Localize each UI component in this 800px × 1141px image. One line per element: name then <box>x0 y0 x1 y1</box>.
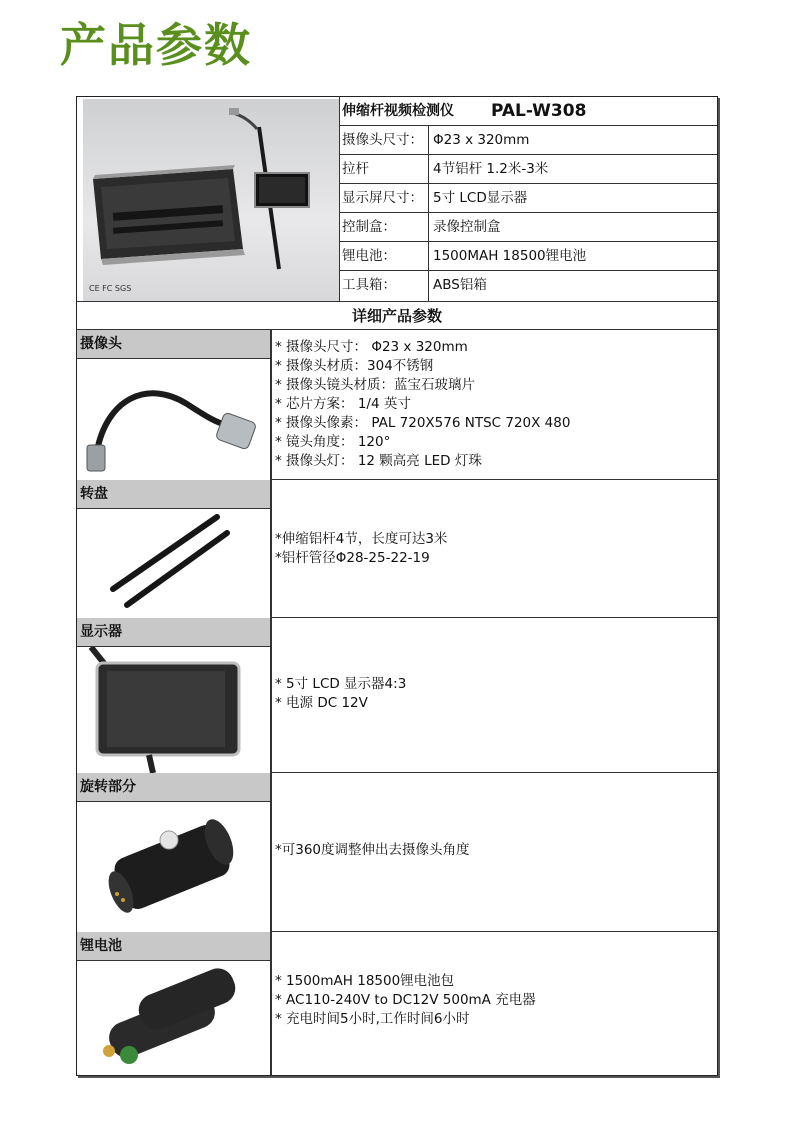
spec-line: * 摄像头像素： PAL 720X576 NTSC 720X 480 <box>275 415 571 431</box>
detail-section-camera <box>77 330 717 480</box>
spec-line: *可360度调整伸出去摄像头角度 <box>275 842 470 858</box>
spec-sheet <box>76 96 718 1076</box>
spec-value: Φ23 x 320mm <box>433 132 530 148</box>
spec-value: 4节铝杆 1.2米-3米 <box>433 161 549 177</box>
spec-line: * 摄像头材质：304不锈钢 <box>275 358 434 374</box>
spec-line: * 充电时间5小时,工作时间6小时 <box>275 1011 470 1027</box>
detail-section-display <box>77 618 717 773</box>
spec-line: * 芯片方案： 1/4 英寸 <box>275 396 411 412</box>
spec-key: 锂电池： <box>339 242 429 270</box>
detail-section-rotating <box>77 773 717 932</box>
spec-line: * 摄像头镜头材质：蓝宝石玻璃片 <box>275 377 476 393</box>
spec-row <box>339 242 717 271</box>
section-label: 转盘 <box>77 480 271 509</box>
cert-marks: CE FC SGS <box>89 284 132 293</box>
detail-section-pole <box>77 480 717 618</box>
section-label: 显示器 <box>77 618 271 647</box>
spec-key: 摄像头尺寸： <box>339 126 429 154</box>
section-label: 旋转部分 <box>77 773 271 802</box>
spec-line: *伸缩铝杆4节，长度可达3米 <box>275 531 448 547</box>
spec-line: * 5寸 LCD 显示器4:3 <box>275 676 407 692</box>
spec-row <box>339 271 717 301</box>
spec-line: *铝杆管径Φ28-25-22-19 <box>275 550 430 566</box>
section-text <box>275 675 406 713</box>
spec-line: * 摄像头尺寸： Φ23 x 320mm <box>275 339 468 355</box>
pole-photo <box>77 509 271 618</box>
spec-key: 控制盒： <box>339 213 429 241</box>
section-text <box>275 338 570 471</box>
details-heading: 详细产品参数 <box>77 301 717 330</box>
spec-line: * 摄像头灯： 12 颗高亮 LED 灯珠 <box>275 453 482 469</box>
spec-row <box>339 155 717 184</box>
spec-key: 工具箱： <box>339 271 429 301</box>
spec-value: 录像控制盒 <box>433 219 501 235</box>
section-text <box>275 530 447 568</box>
spec-row <box>339 184 717 213</box>
section-label: 摄像头 <box>77 330 271 359</box>
page-title: 产品参数 <box>60 18 252 72</box>
spec-row <box>339 126 717 155</box>
product-title-row <box>339 97 717 126</box>
rotating-part-photo <box>77 802 271 932</box>
spec-key: 显示屏尺寸： <box>339 184 429 212</box>
spec-value: ABS铝箱 <box>433 277 487 293</box>
product-photo <box>83 99 339 301</box>
product-name: 伸缩杆视频检测仪 <box>342 103 454 119</box>
detail-section-battery <box>77 932 717 1075</box>
spec-value: 5寸 LCD显示器 <box>433 190 528 206</box>
spec-row <box>339 213 717 242</box>
camera-photo <box>77 359 271 480</box>
spec-line: * AC110-240V to DC12V 500mA 充电器 <box>275 992 536 1008</box>
spec-line: * 电源 DC 12V <box>275 695 368 711</box>
spec-line: * 1500mAH 18500锂电池包 <box>275 973 455 989</box>
section-label: 锂电池 <box>77 932 271 961</box>
display-photo <box>77 647 271 773</box>
section-text <box>275 841 470 860</box>
spec-value: 1500MAH 18500锂电池 <box>433 248 587 264</box>
spec-line: * 镜头角度： 120° <box>275 434 391 450</box>
section-text <box>275 972 536 1029</box>
product-model: PAL-W308 <box>491 101 587 121</box>
battery-photo <box>77 961 271 1075</box>
spec-key: 拉杆 <box>339 155 429 183</box>
